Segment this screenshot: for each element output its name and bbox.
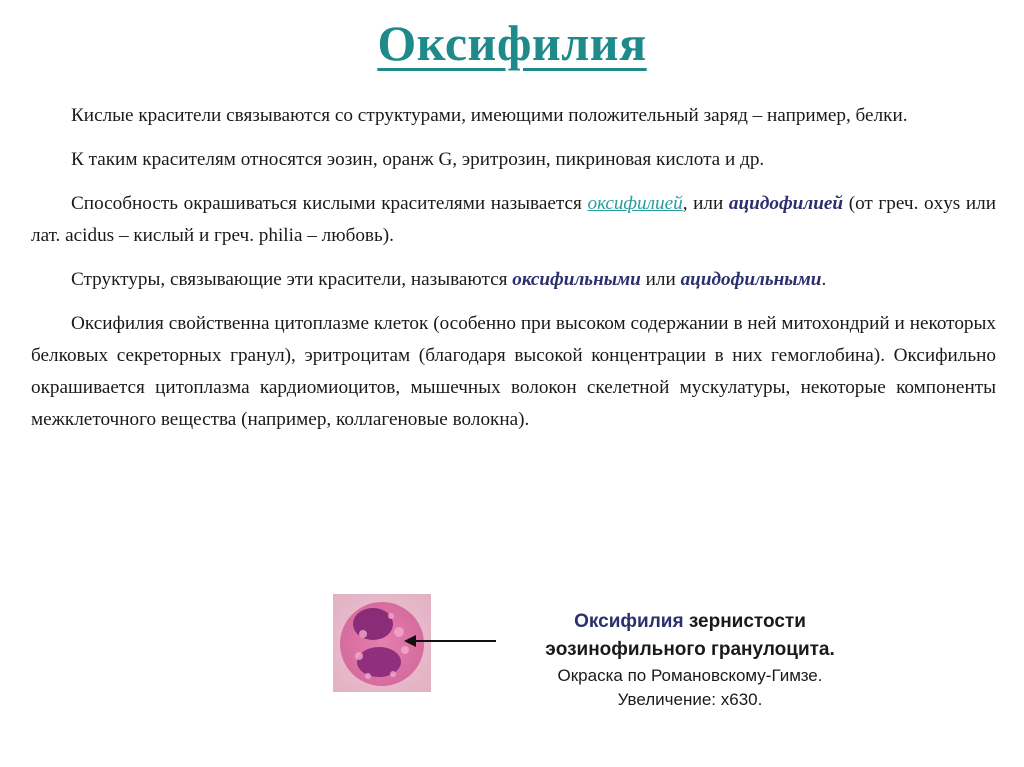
paragraph-3-text-a: Способность окрашиваться кислыми красителями называется — [71, 193, 588, 214]
paragraph-4-text-b: или — [640, 269, 681, 290]
paragraph-1: Кислые красители связываются со структурами, имеющими положительный заряд – например, белки. — [71, 105, 908, 126]
figure-caption — [500, 608, 880, 712]
caption-line-3: Окраска по Романовскому-Гимзе. — [557, 666, 823, 685]
body-text — [31, 100, 996, 448]
paragraph-5: Оксифилия свойственна цитоплазме клеток (особенно при высоком содержании в ней митохондрий и некоторых белковых секреторных гранул), эритроцитам (благодаря высокой концентрации в них гемоглобина). Оксифильно окрашивается цитоплазма кардиомиоцитов, мышечных волокон скелетной мускулатуры, некоторые компоненты межклеточного вещества (например, коллагеновые волокна). — [31, 313, 996, 430]
paragraph-3-text-b: , или — [682, 193, 729, 214]
paragraph-3 — [31, 188, 996, 252]
oxyphilia-link[interactable]: оксифилией — [587, 193, 683, 214]
caption-line-2: эозинофильного гранулоцита. — [545, 639, 835, 660]
paragraph-4 — [31, 264, 996, 296]
paragraph-3-text-c: (от греч. oxys или лат. acidus – кислый и греч. philia – любовь). — [31, 193, 996, 246]
paragraph-2: К таким красителям относятся эозин, оранж G, эритрозин, пикриновая кислота и др. — [71, 149, 765, 170]
caption-line-4: Увеличение: x630. — [617, 690, 763, 709]
caption-line-1 — [500, 608, 880, 636]
oxyphilic-term: оксифильными — [512, 269, 641, 290]
paragraph-4-text-c: . — [821, 269, 827, 290]
paragraph-4-text-a: Структуры, связывающие эти красители, называются — [71, 269, 513, 290]
caption-line-1-rest: зернистости — [683, 611, 806, 632]
caption-accent: Оксифилия — [574, 611, 684, 632]
acidophilia-term: ацидофилией — [728, 193, 844, 214]
arrow-left-icon — [404, 633, 496, 649]
title-container — [0, 14, 1024, 72]
page-title: Оксифилия — [377, 15, 647, 71]
acidophilic-term: ацидофильными — [680, 269, 822, 290]
